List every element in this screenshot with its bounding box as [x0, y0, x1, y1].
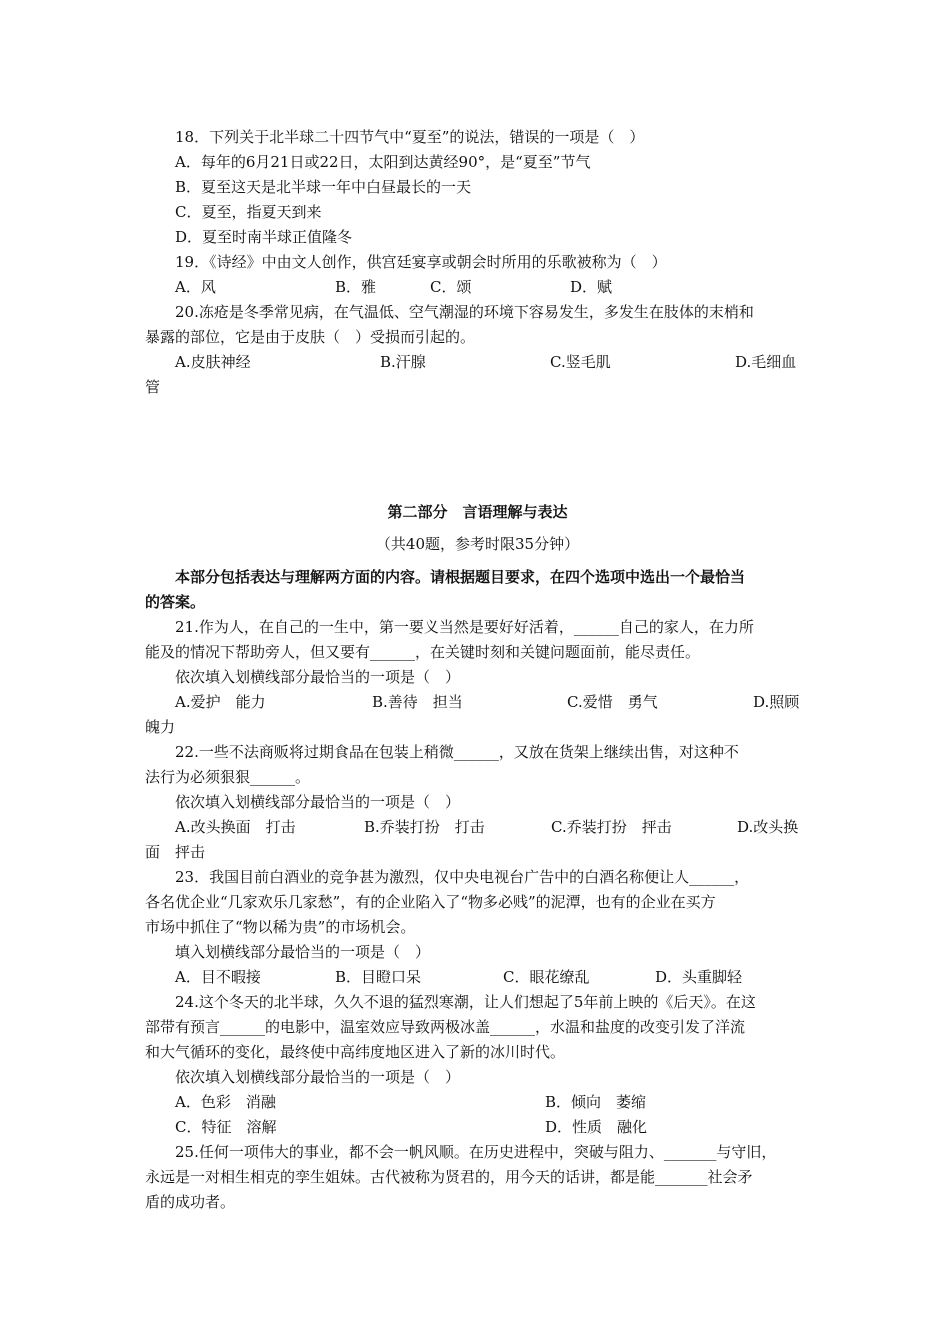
q22-stem-line2: 法行为必须狠狠______。: [145, 768, 311, 786]
q24-stem-line1: 24.这个冬天的北半球，久久不退的猛烈寒潮，让人们想起了5年前上映的《后天》。在这: [175, 993, 756, 1011]
q25-stem-line1: 25.任何一项伟大的事业，都不会一帆风顺。在历史进程中，突破与阻力、_______与守旧，: [175, 1143, 777, 1161]
q24-option-b: B．倾向 萎缩: [545, 1093, 647, 1111]
q23-stem-line3: 市场中抓住了“物以稀为贵”的市场机会。: [145, 918, 416, 936]
q25-stem-line2: 永远是一对相生相克的孪生姐妹。古代被称为贤君的，用今天的话讲，都是能_______社会矛: [145, 1168, 753, 1186]
section-intro-line2: 的答案。: [145, 593, 206, 611]
q23-prompt: 填入划横线部分最恰当的一项是（ ）: [175, 943, 431, 961]
q22-stem-line1: 22.一些不法商贩将过期食品在包装上稍微______，又放在货架上继续出售，对这种不: [175, 743, 739, 761]
q18-option-c: C．夏至，指夏天到来: [175, 203, 322, 221]
q23-stem-line2: 各名优企业“几家欢乐几家愁”，有的企业陷入了“物多必贱”的泥潭，也有的企业在买方: [145, 893, 716, 911]
q21-stem-line1: 21.作为人，在自己的一生中，第一要义当然是要好好活着，______自己的家人，在力所: [175, 618, 754, 636]
q23-option-a: A．目不暇接: [175, 968, 261, 986]
q22-option-d: D.改头换: [737, 818, 799, 836]
q20-option-d-cont: 管: [145, 378, 161, 396]
q20-stem-line1: 20.冻疮是冬季常见病，在气温低、空气潮湿的环境下容易发生，多发生在肢体的末梢和: [175, 303, 754, 321]
q20-stem-line2: 暴露的部位，它是由于皮肤（ ）受损而引起的。: [145, 328, 476, 346]
q18-stem: 18．下列关于北半球二十四节气中“夏至”的说法，错误的一项是（ ）: [175, 128, 645, 146]
section-title: 第二部分 言语理解与表达: [387, 503, 568, 521]
q21-stem-line2: 能及的情况下帮助旁人，但又要有______，在关键时刻和关键问题面前，能尽责任。: [145, 643, 701, 661]
q23-option-d: D．头重脚轻: [655, 968, 743, 986]
q24-stem-line3: 和大气循环的变化，最终使中高纬度地区进入了新的冰川时代。: [145, 1043, 566, 1061]
q21-option-d: D.照顾: [753, 693, 800, 711]
q23-option-c: C．眼花缭乱: [503, 968, 590, 986]
section-intro-line1: 本部分包括表达与理解两方面的内容。请根据题目要求，在四个选项中选出一个最恰当: [175, 568, 746, 586]
q20-option-c: C.竖毛肌: [550, 353, 611, 371]
q24-option-c: C．特征 溶解: [175, 1118, 277, 1136]
q20-option-d: D.毛细血: [735, 353, 797, 371]
q22-option-b: B.乔装打扮 打击: [364, 818, 485, 836]
q21-option-d-cont: 魄力: [145, 718, 176, 736]
q22-option-a: A.改头换面 打击: [175, 818, 296, 836]
q19-option-c: C．颂: [430, 278, 472, 296]
q22-option-c: C.乔装打扮 抨击: [551, 818, 672, 836]
q21-prompt: 依次填入划横线部分最恰当的一项是（ ）: [175, 668, 461, 686]
q18-option-b: B．夏至这天是北半球一年中白昼最长的一天: [175, 178, 472, 196]
q24-prompt: 依次填入划横线部分最恰当的一项是（ ）: [175, 1068, 461, 1086]
q24-option-a: A．色彩 消融: [175, 1093, 276, 1111]
q20-option-b: B.汗腺: [380, 353, 426, 371]
q21-option-c: C.爱惜 勇气: [567, 693, 658, 711]
q19-option-a: A．风: [175, 278, 216, 296]
q19-stem: 19．《诗经》中由文人创作，供宫廷宴享或朝会时所用的乐歌被称为（ ）: [175, 253, 667, 271]
q18-option-d: D．夏至时南半球正值隆冬: [175, 228, 353, 246]
q25-stem-line3: 盾的成功者。: [145, 1193, 236, 1211]
q19-option-b: B．雅: [335, 278, 377, 296]
q22-prompt: 依次填入划横线部分最恰当的一项是（ ）: [175, 793, 461, 811]
q23-stem-line1: 23．我国目前白酒业的竞争甚为激烈，仅中央电视台广告中的白酒名称便让人______，: [175, 868, 750, 886]
q20-option-a: A.皮肤神经: [175, 353, 251, 371]
q23-option-b: B．目瞪口呆: [335, 968, 422, 986]
q21-option-b: B.善待 担当: [372, 693, 463, 711]
section-subtitle: （共40题，参考时限35分钟）: [375, 535, 580, 553]
q22-option-d-cont: 面 抨击: [145, 843, 206, 861]
q24-option-d: D．性质 融化: [545, 1118, 648, 1136]
q24-stem-line2: 部带有预言______的电影中，温室效应导致两极冰盖______，水温和盐度的改变引发了洋流: [145, 1018, 746, 1036]
q19-option-d: D．赋: [570, 278, 613, 296]
q21-option-a: A.爱护 能力: [175, 693, 266, 711]
q18-option-a: A．每年的6月21日或22日，太阳到达黄经90°，是“夏至”节气: [175, 153, 591, 171]
